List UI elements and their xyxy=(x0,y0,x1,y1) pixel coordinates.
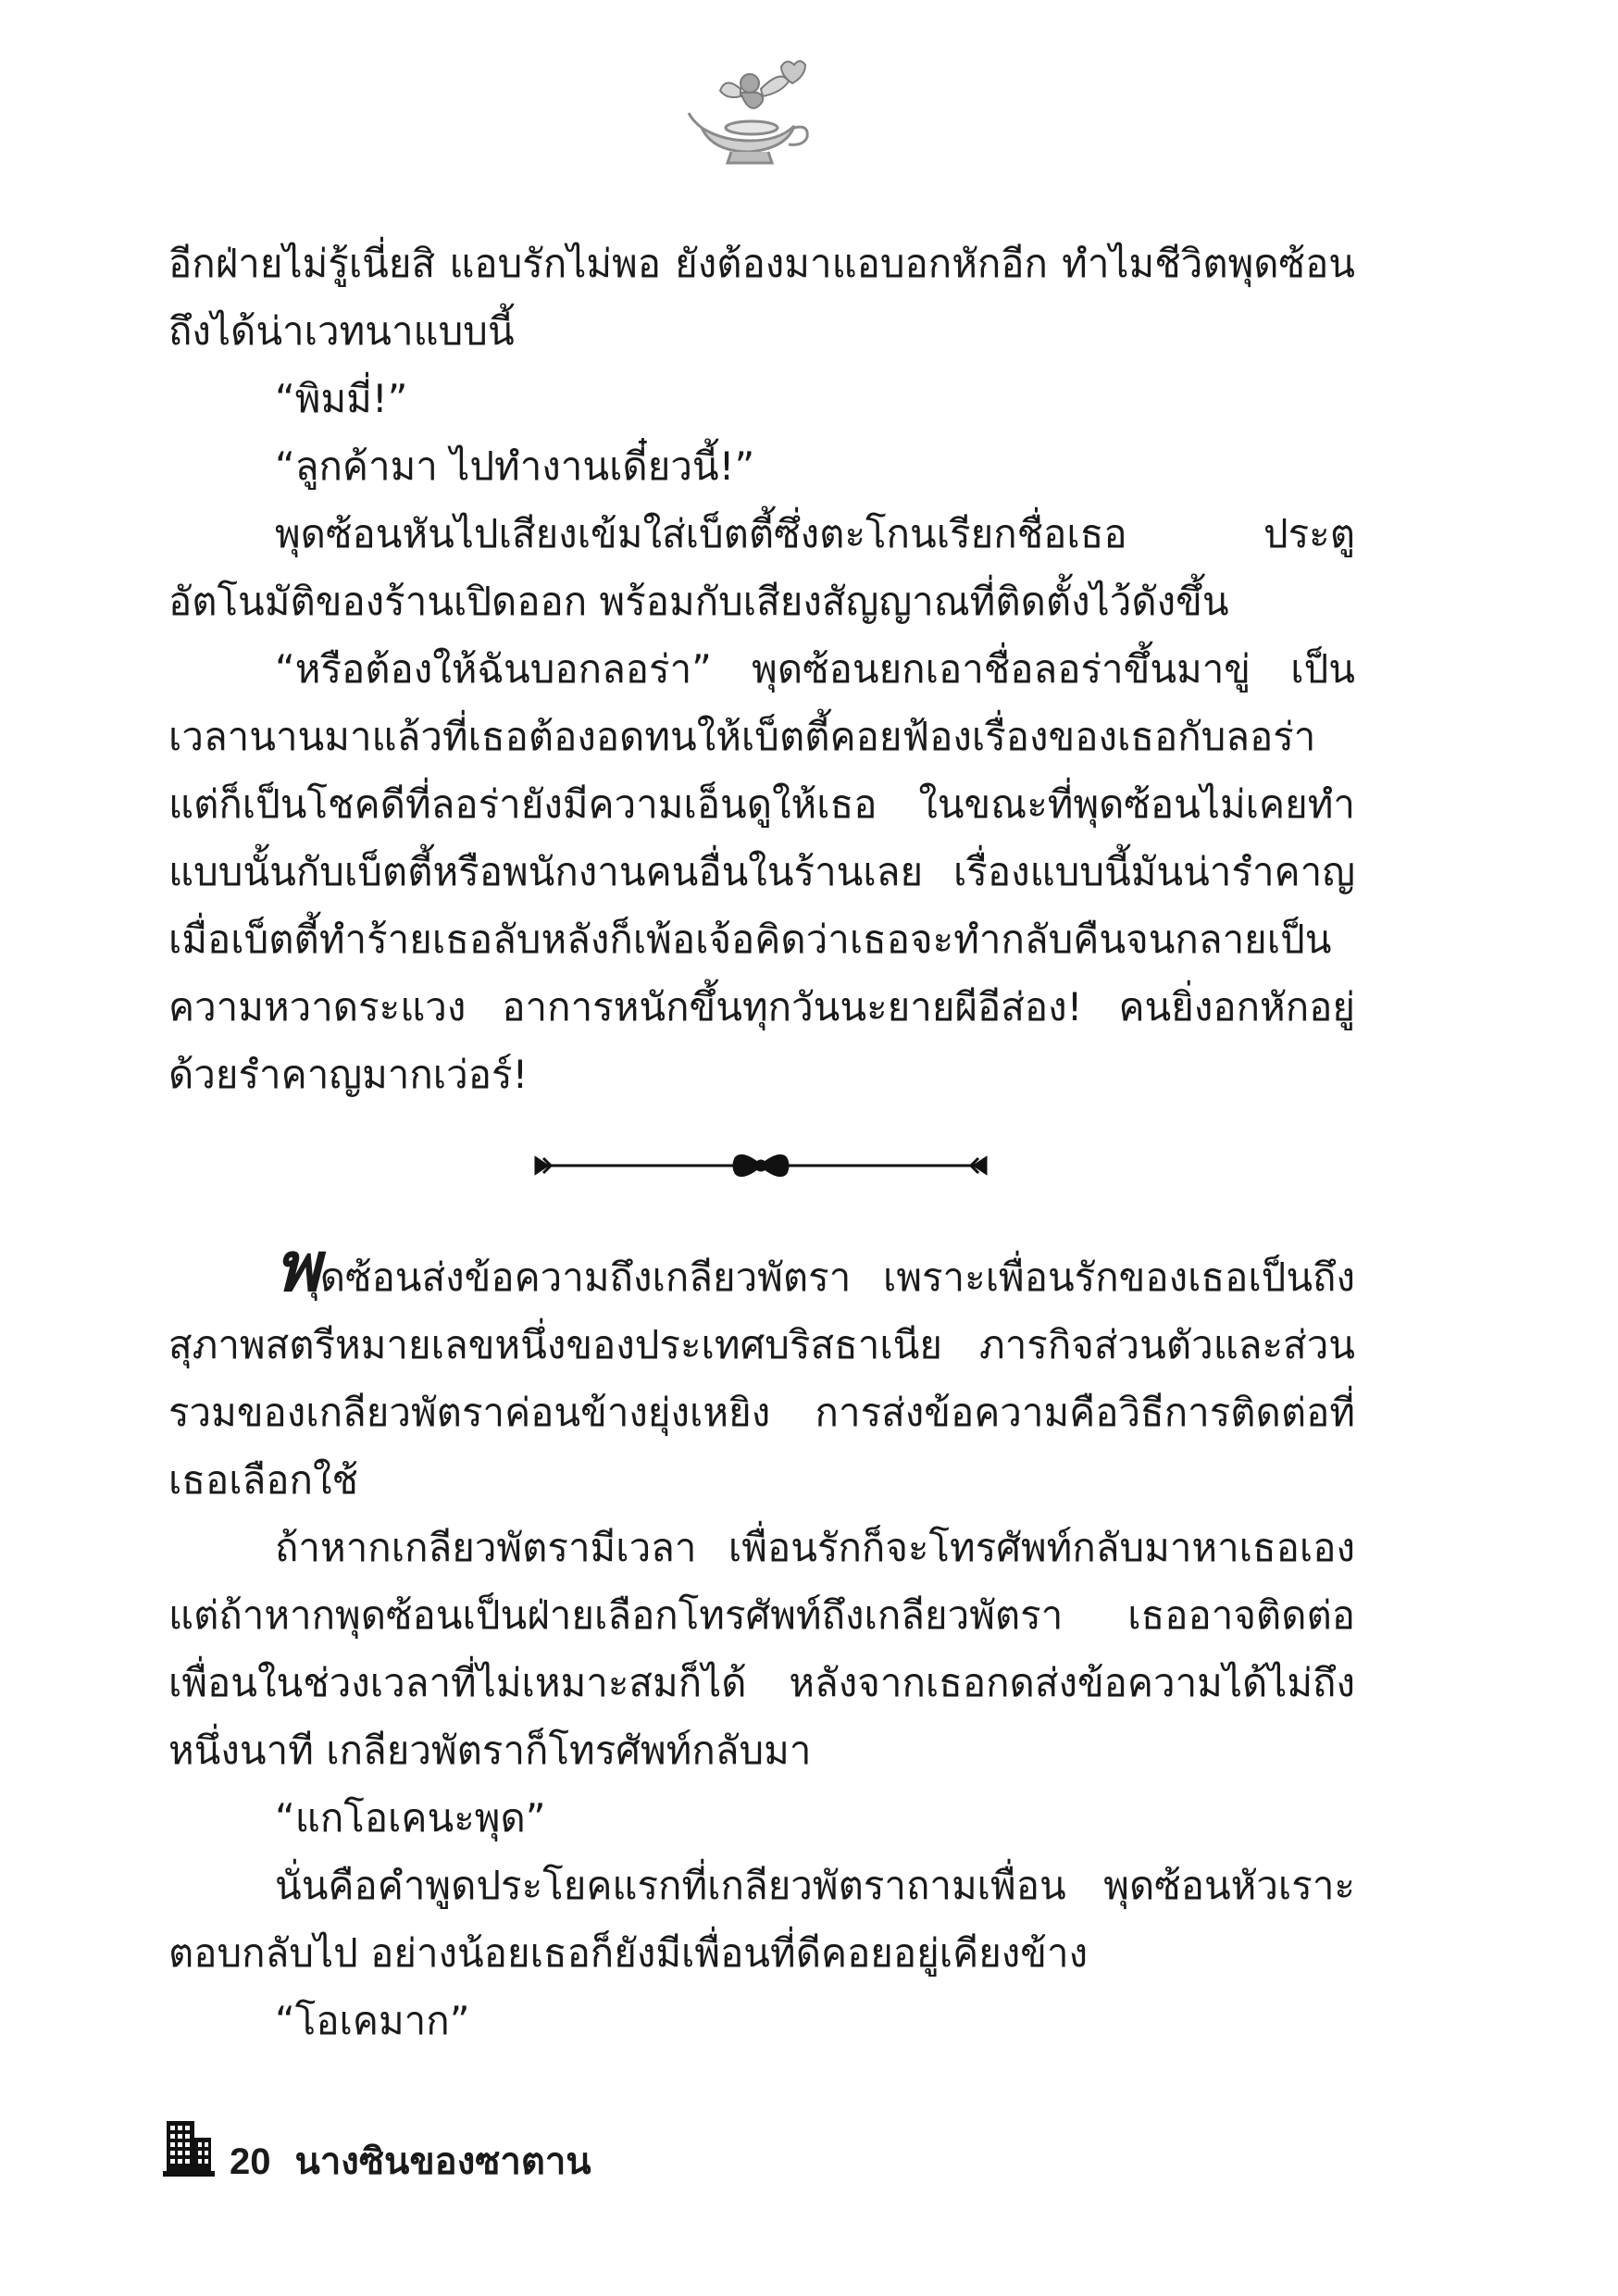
building-icon xyxy=(163,2117,215,2180)
paragraph xyxy=(168,1228,1355,1514)
genie-lamp-icon xyxy=(685,56,815,171)
section-divider xyxy=(168,1108,1355,1243)
paragraph: “ลูกค้ามา ไปทำงานเดี๋ยวนี้!” xyxy=(275,443,755,489)
paragraph: อีกฝ่ายไม่รู้เนี่ยสิ แอบรักไม่พอ ยังต้องมาแอบอกหักอีก ทำไมชีวิตพุดซ้อนถึงได้น่าเวทนาแบบนี้ xyxy=(168,241,1355,354)
page-number: 20 xyxy=(230,2141,271,2182)
paragraph-text: ุดซ้อนส่งข้อความถึงเกลียวพัตรา เพราะเพื่อนรักของเธอเป็นถึงสุภาพสตรีหมายเลขหนึ่งของประเทศบริสธาเนีย ภารกิจส่วนตัวและส่วนรวมของเกลียวพัตราค่อนข้างยุ่งเหยิง การส่งข้อความคือวิธีการติดต่อที่เธอเลือกใช้ xyxy=(168,1254,1355,1503)
paragraph: “พิมมี่!” xyxy=(275,376,408,421)
paragraph: “หรือต้องให้ฉันบอกลอร่า” พุดซ้อนยกเอาชื่อลอร่าขึ้นมาขู่ เป็นเวลานานมาแล้วที่เธอต้องอดทนให้เบ็ตตี้คอยฟ้องเรื่องของเธอกับลอร่า แต่ก็เป็นโชคดีที่ลอร่ายังมีความเอ็นดูให้เธอ ในขณะที่พุดซ้อนไม่เคยทำแบบนั้นกับเบ็ตตี้หรือพนักงานคนอื่นในร้านเลย เรื่องแบบนี้มันน่ารำคาญ เมื่อเบ็ตตี้ทำร้ายเธอลับหลังก็เพ้อเจ้อคิดว่าเธอจะทำกลับคืนจนกลายเป็นความหวาดระแวง อาการหนักขึ้นทุกวันนะยายผีอีส่อง! คนยิ่งอกหักอยู่ด้วยรำคาญมากเว่อร์! xyxy=(168,646,1355,1097)
paragraph: “โอเคมาก” xyxy=(275,1998,470,2043)
paragraph: ถ้าหากเกลียวพัตรามีเวลา เพื่อนรักก็จะโทรศัพท์กลับมาหาเธอเอง แต่ถ้าหากพุดซ้อนเป็นฝ่ายเลือกโทรศัพท์ถึงเกลียวพัตรา เธออาจติดต่อเพื่อนในช่วงเวลาที่ไม่เหมาะสมก็ได้ หลังจากเธอกดส่งข้อความได้ไม่ถึงหนึ่งนาที เกลียวพัตราก็โทรศัพท์กลับมา xyxy=(168,1525,1355,1773)
paragraph: นั่นคือคำพูดประโยคแรกที่เกลียวพัตราถามเพื่อน พุดซ้อนหัวเราะตอบกลับไป อย่างน้อยเธอก็ยังมีเพื่อนที่ดีคอยอยู่เคียงข้าง xyxy=(168,1863,1355,1976)
body-text xyxy=(168,230,1355,2054)
page-footer xyxy=(163,2115,591,2183)
paragraph: พุดซ้อนหันไปเสียงเข้มใส่เบ็ตตี้ซึ่งตะโกนเรียกชื่อเธอ ประตูอัตโนมัติของร้านเปิดออก พร้อมกับเสียงสัญญาณที่ติดตั้งไว้ดังขึ้น xyxy=(168,511,1355,624)
drop-cap: พ xyxy=(275,1228,320,1307)
bow-divider-icon xyxy=(534,1149,988,1182)
book-title: นางซินของซาตาน xyxy=(294,2140,591,2183)
paragraph: “แกโอเคนะพุด” xyxy=(275,1795,546,1841)
